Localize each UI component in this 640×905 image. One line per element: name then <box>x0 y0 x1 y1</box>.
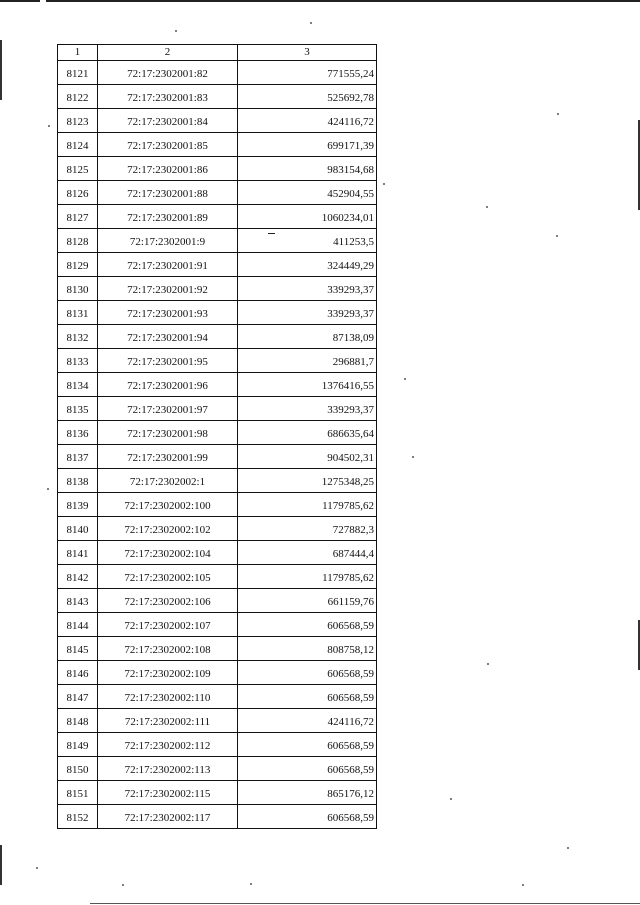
table-row <box>58 157 377 181</box>
cadastral-value-cell: 424116,72 <box>238 109 377 133</box>
table-row <box>58 133 377 157</box>
cadastral-value-cell: 904502,31 <box>238 445 377 469</box>
cadastral-number-cell: 72:17:2302001:93 <box>98 301 238 325</box>
cadastral-number-cell: 72:17:2302002:111 <box>98 709 238 733</box>
row-number-cell: 8135 <box>58 397 98 421</box>
cadastral-number-cell: 72:17:2302002:112 <box>98 733 238 757</box>
column-header: 3 <box>238 45 377 61</box>
cadastral-value-cell: 865176,12 <box>238 781 377 805</box>
row-number-cell: 8152 <box>58 805 98 829</box>
row-number-cell: 8131 <box>58 301 98 325</box>
cadastral-value-cell: 727882,3 <box>238 517 377 541</box>
table-row <box>58 445 377 469</box>
scan-speck <box>557 113 559 115</box>
table-row <box>58 733 377 757</box>
table-row <box>58 109 377 133</box>
row-number-cell: 8139 <box>58 493 98 517</box>
cadastral-number-cell: 72:17:2302002:100 <box>98 493 238 517</box>
scan-speck <box>250 883 252 885</box>
cadastral-value-cell: 339293,37 <box>238 301 377 325</box>
cadastral-value-cell: 606568,59 <box>238 685 377 709</box>
scan-speck <box>486 206 488 208</box>
cadastral-value-cell: 339293,37 <box>238 277 377 301</box>
scan-speck <box>567 847 569 849</box>
row-number-cell: 8146 <box>58 661 98 685</box>
cadastral-number-cell: 72:17:2302002:102 <box>98 517 238 541</box>
row-number-cell: 8150 <box>58 757 98 781</box>
cadastral-value-cell: 686635,64 <box>238 421 377 445</box>
scan-speck <box>450 798 452 800</box>
row-number-cell: 8142 <box>58 565 98 589</box>
cadastral-number-cell: 72:17:2302002:110 <box>98 685 238 709</box>
table-body <box>58 61 377 829</box>
row-number-cell: 8134 <box>58 373 98 397</box>
table-row <box>58 421 377 445</box>
row-number-cell: 8151 <box>58 781 98 805</box>
row-number-cell: 8145 <box>58 637 98 661</box>
table-row <box>58 349 377 373</box>
cadastral-value-cell: 1376416,55 <box>238 373 377 397</box>
cadastral-number-cell: 72:17:2302002:117 <box>98 805 238 829</box>
cadastral-number-cell: 72:17:2302001:98 <box>98 421 238 445</box>
table-row <box>58 709 377 733</box>
cadastral-number-cell: 72:17:2302001:99 <box>98 445 238 469</box>
cadastral-value-cell: 1179785,62 <box>238 493 377 517</box>
table-row <box>58 61 377 85</box>
cadastral-number-cell: 72:17:2302001:89 <box>98 205 238 229</box>
row-number-cell: 8133 <box>58 349 98 373</box>
cadastral-number-cell: 72:17:2302001:86 <box>98 157 238 181</box>
table-row <box>58 565 377 589</box>
table-row <box>58 373 377 397</box>
cadastral-value-cell: 771555,24 <box>238 61 377 85</box>
cadastral-value-cell: 1275348,25 <box>238 469 377 493</box>
scan-speck <box>122 884 124 886</box>
cadastral-value-cell: 606568,59 <box>238 733 377 757</box>
cadastral-value-cell: 699171,39 <box>238 133 377 157</box>
cadastral-number-cell: 72:17:2302002:105 <box>98 565 238 589</box>
cadastral-number-cell: 72:17:2302001:91 <box>98 253 238 277</box>
row-number-cell: 8126 <box>58 181 98 205</box>
page-top-rule <box>0 0 640 2</box>
cadastral-number-cell: 72:17:2302001:82 <box>98 61 238 85</box>
cadastral-number-cell: 72:17:2302001:85 <box>98 133 238 157</box>
row-number-cell: 8148 <box>58 709 98 733</box>
page-top-rule-gap <box>40 0 46 2</box>
row-number-cell: 8130 <box>58 277 98 301</box>
row-number-cell: 8138 <box>58 469 98 493</box>
scan-speck <box>383 183 385 185</box>
cadastral-number-cell: 72:17:2302001:96 <box>98 373 238 397</box>
cadastral-number-cell: 72:17:2302001:9 <box>98 229 238 253</box>
table-row <box>58 589 377 613</box>
table-row <box>58 493 377 517</box>
table-row <box>58 397 377 421</box>
cadastral-number-cell: 72:17:2302002:108 <box>98 637 238 661</box>
cadastral-value-cell: 411253,5 <box>238 229 377 253</box>
table-row <box>58 661 377 685</box>
table-row <box>58 805 377 829</box>
row-number-cell: 8143 <box>58 589 98 613</box>
table-row <box>58 85 377 109</box>
row-number-cell: 8144 <box>58 613 98 637</box>
row-number-cell: 8140 <box>58 517 98 541</box>
row-number-cell: 8129 <box>58 253 98 277</box>
scan-speck <box>47 488 49 490</box>
table-row <box>58 325 377 349</box>
table-row <box>58 757 377 781</box>
column-header: 2 <box>98 45 238 61</box>
row-number-cell: 8123 <box>58 109 98 133</box>
cadastral-value-cell: 606568,59 <box>238 661 377 685</box>
cadastral-number-cell: 72:17:2302002:106 <box>98 589 238 613</box>
table-row <box>58 181 377 205</box>
table-row <box>58 205 377 229</box>
cadastral-number-cell: 72:17:2302001:95 <box>98 349 238 373</box>
cadastral-number-cell: 72:17:2302001:97 <box>98 397 238 421</box>
table-row <box>58 781 377 805</box>
scan-edge-mark-left <box>0 40 2 100</box>
cadastral-number-cell: 72:17:2302001:94 <box>98 325 238 349</box>
cadastral-number-cell: 72:17:2302002:109 <box>98 661 238 685</box>
cadastral-number-cell: 72:17:2302002:115 <box>98 781 238 805</box>
table-row <box>58 613 377 637</box>
row-number-cell: 8122 <box>58 85 98 109</box>
table-row <box>58 637 377 661</box>
column-header: 1 <box>58 45 98 61</box>
scan-edge-mark-left <box>0 845 2 885</box>
scan-speck <box>556 235 558 237</box>
row-number-cell: 8121 <box>58 61 98 85</box>
scan-speck <box>404 378 406 380</box>
scan-speck <box>175 30 177 32</box>
table-row <box>58 253 377 277</box>
row-number-cell: 8147 <box>58 685 98 709</box>
table-row <box>58 685 377 709</box>
cadastral-number-cell: 72:17:2302001:84 <box>98 109 238 133</box>
cadastral-value-cell: 525692,78 <box>238 85 377 109</box>
row-number-cell: 8137 <box>58 445 98 469</box>
table-row <box>58 517 377 541</box>
cadastral-value-table <box>57 44 377 829</box>
cadastral-value-cell: 1060234,01 <box>238 205 377 229</box>
cadastral-value-cell: 983154,68 <box>238 157 377 181</box>
cadastral-value-cell: 87138,09 <box>238 325 377 349</box>
scan-speck <box>412 456 414 458</box>
cadastral-number-cell: 72:17:2302002:113 <box>98 757 238 781</box>
cadastral-value-cell: 424116,72 <box>238 709 377 733</box>
cadastral-number-cell: 72:17:2302001:83 <box>98 85 238 109</box>
cadastral-value-cell: 452904,55 <box>238 181 377 205</box>
scan-speck <box>310 22 312 24</box>
table-header-row <box>58 45 377 61</box>
row-number-cell: 8124 <box>58 133 98 157</box>
cadastral-value-cell: 296881,7 <box>238 349 377 373</box>
cadastral-number-cell: 72:17:2302001:88 <box>98 181 238 205</box>
cadastral-value-cell: 687444,4 <box>238 541 377 565</box>
table-row <box>58 541 377 565</box>
page-bottom-rule <box>90 903 640 904</box>
cadastral-number-cell: 72:17:2302002:104 <box>98 541 238 565</box>
row-number-cell: 8149 <box>58 733 98 757</box>
cadastral-value-cell: 1179785,62 <box>238 565 377 589</box>
row-number-cell: 8128 <box>58 229 98 253</box>
scan-speck <box>487 663 489 665</box>
cadastral-value-cell: 606568,59 <box>238 613 377 637</box>
cadastral-value-cell: 339293,37 <box>238 397 377 421</box>
scan-speck <box>522 884 524 886</box>
cadastral-value-cell: 324449,29 <box>238 253 377 277</box>
row-number-cell: 8136 <box>58 421 98 445</box>
cadastral-number-cell: 72:17:2302002:107 <box>98 613 238 637</box>
scan-speck <box>48 125 50 127</box>
cadastral-number-cell: 72:17:2302002:1 <box>98 469 238 493</box>
row-number-cell: 8127 <box>58 205 98 229</box>
table-row <box>58 301 377 325</box>
table-row <box>58 277 377 301</box>
cadastral-value-cell: 606568,59 <box>238 757 377 781</box>
cadastral-value-cell: 808758,12 <box>238 637 377 661</box>
table-row <box>58 229 377 253</box>
row-number-cell: 8132 <box>58 325 98 349</box>
row-number-cell: 8125 <box>58 157 98 181</box>
cadastral-number-cell: 72:17:2302001:92 <box>98 277 238 301</box>
scan-speck <box>36 867 38 869</box>
cadastral-value-cell: 661159,76 <box>238 589 377 613</box>
table-row <box>58 469 377 493</box>
row-number-cell: 8141 <box>58 541 98 565</box>
cadastral-value-cell: 606568,59 <box>238 805 377 829</box>
